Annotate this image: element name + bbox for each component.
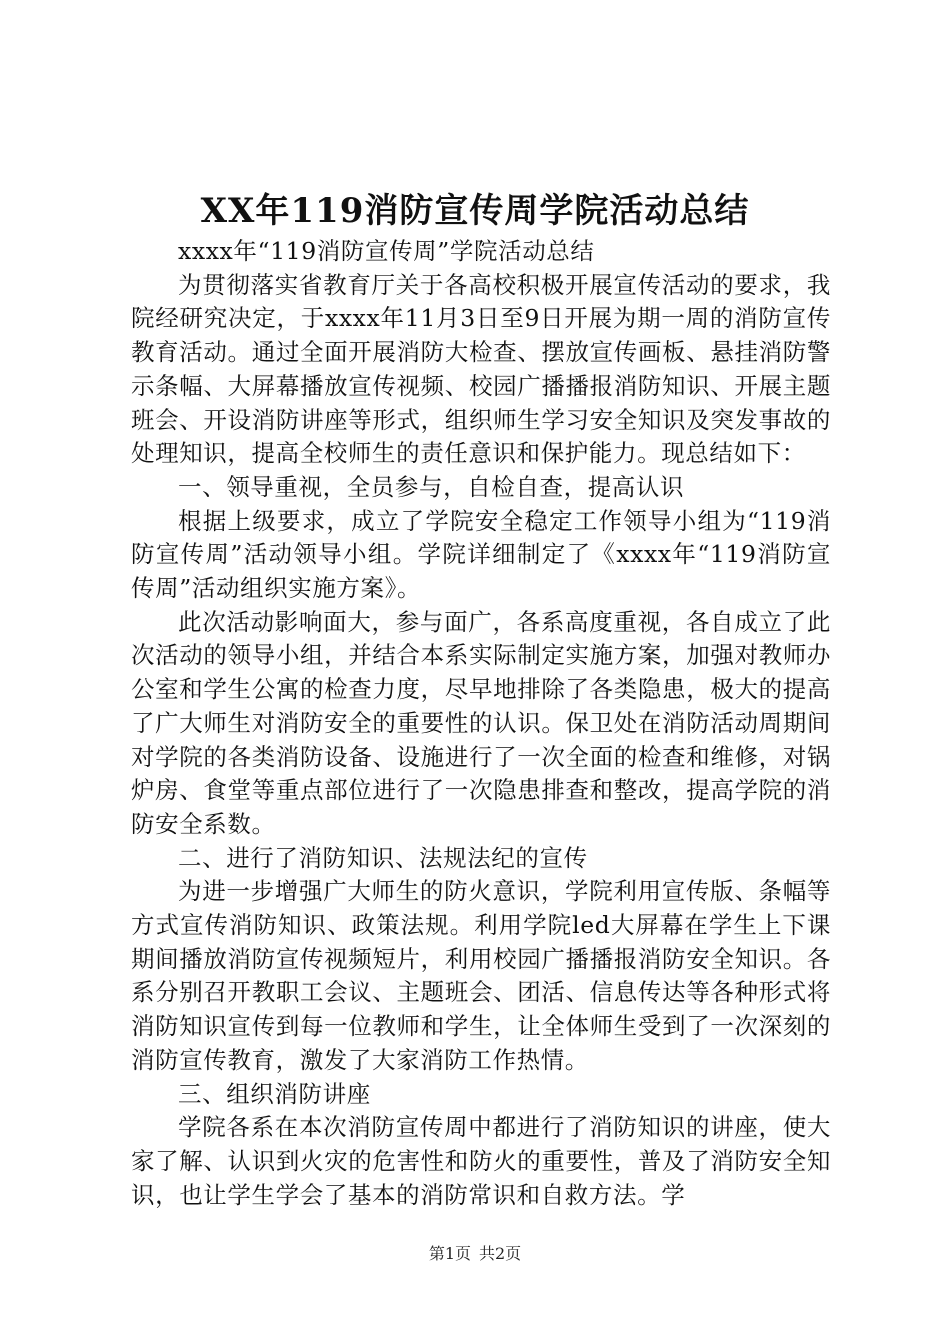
document-title: XX年119消防宣传周学院活动总结 (200, 191, 750, 231)
page-total: 共2页 (479, 1244, 522, 1263)
body-paragraph: 学院各系在本次消防宣传周中都进行了消防知识的讲座，使大家了解、认识到火灾的危害性和防火的重要性，普及了消防安全知识，也让学生学会了基本的消防常识和自救方法。学 (131, 1113, 831, 1209)
section-heading-1: 一、领导重视，全员参与，自检自查，提高认识 (178, 472, 685, 501)
document-body (131, 235, 831, 1212)
document-subtitle: xxxx年“119消防宣传周”学院活动总结 (178, 237, 595, 265)
page-number: 第1页 (428, 1244, 471, 1263)
body-paragraph: 为进一步增强广大师生的防火意识，学院利用宣传版、条幅等方式宣传消防知识、政策法规。利用学院led大屏幕在学生上下课期间播放消防宣传视频短片，利用校园广播播报消防安全知识。各系分别召开教职工会议、主题班会、团活、信息传达等各种形式将消防知识宣传到每一位教师和学生，让全体师生受到了一次深刻的消防宣传教育，激发了大家消防工作热情。 (131, 877, 831, 1074)
page-footer (0, 1242, 950, 1266)
body-paragraph: 根据上级要求，成立了学院安全稳定工作领导小组为“119消防宣传周”活动领导小组。学院详细制定了《xxxx年“119消防宣传周”活动组织实施方案》。 (131, 506, 831, 603)
section-heading-2: 二、进行了消防知识、法规法纪的宣传 (178, 843, 588, 872)
body-paragraph-intro: 为贯彻落实省教育厅关于各高校积极开展宣传活动的要求，我院经研究决定，于xxxx年11月3日至9日开展为期一周的消防宣传教育活动。通过全面开展消防大检查、摆放宣传画板、悬挂消防警示条幅、大屏幕播放宣传视频、校园广播播报消防知识、开展主题班会、开设消防讲座等形式，组织师生学习安全知识及突发事故的处理知识，提高全校师生的责任意识和保护能力。现总结如下： (131, 270, 831, 468)
body-paragraph: 此次活动影响面大，参与面广，各系高度重视，各自成立了此次活动的领导小组，并结合本系实际制定实施方案，加强对教师办公室和学生公寓的检查力度，尽早地排除了各类隐患，极大的提高了广大师生对消防安全的重要性的认识。保卫处在消防活动周期间对学院的各类消防设备、设施进行了一次全面的检查和维修，对锅炉房、食堂等重点部位进行了一次隐患排查和整改，提高学院的消防安全系数。 (131, 607, 831, 838)
section-heading-3: 三、组织消防讲座 (178, 1079, 371, 1108)
